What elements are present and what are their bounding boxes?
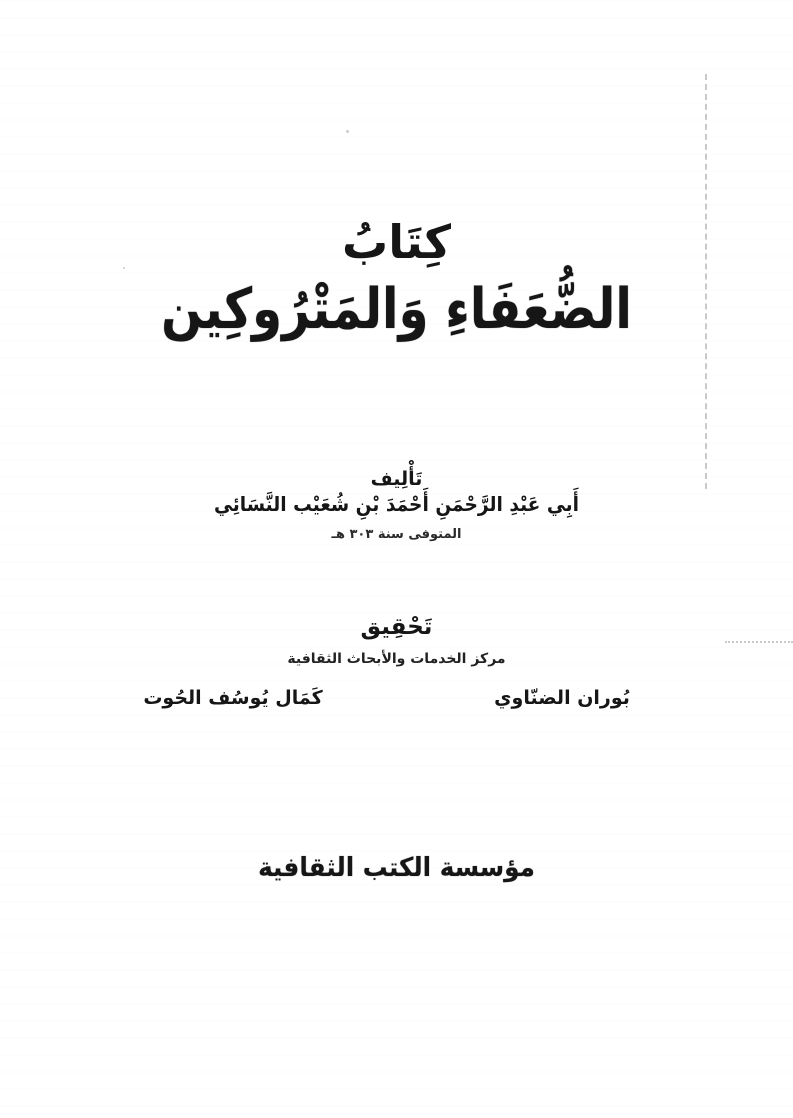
tahqiq-label: تَحْقِيق: [360, 614, 433, 640]
editor-name-right: بُوران الضنّاوي: [494, 687, 630, 709]
author-death-year: المتوفى سنة ٣٠٣ هـ: [331, 527, 462, 542]
scan-speck: [346, 130, 349, 133]
tahqiq-organization: مركز الخدمات والأبحاث الثقافية: [287, 651, 506, 667]
scan-artifact-horizontal-dotted-line: [725, 641, 793, 643]
author-name: أَبِي عَبْدِ الرَّحْمَنِ أَحْمَدَ بْنِ شُعَيْب النَّسَائِي: [213, 492, 580, 516]
editor-name-left: كَمَال يُوسُف الحُوت: [143, 687, 323, 709]
authored-by-label: تَأْلِيف: [370, 468, 423, 490]
publisher-name: مؤسسة الكتب الثقافية: [258, 853, 535, 883]
book-title-word-kitab: كِتَابُ: [341, 215, 452, 269]
book-title-main: الضُّعَفَاءِ وَالمَتْرُوكِين: [161, 277, 632, 342]
